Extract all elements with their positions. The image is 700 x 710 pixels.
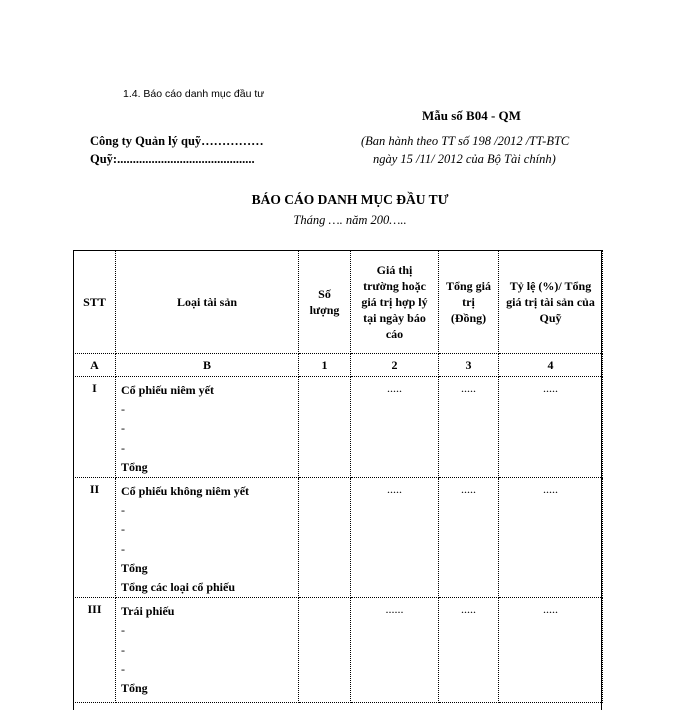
row-stt: II xyxy=(74,478,116,598)
header-quantity: Số lượng xyxy=(299,251,351,354)
code-cell: 1 xyxy=(299,354,351,377)
company-label: Công ty Quản lý quỹ…………… xyxy=(90,134,264,148)
table-header-row xyxy=(74,251,603,354)
group-total-label: Tổng xyxy=(121,680,148,695)
row-market-value: ...... xyxy=(351,598,439,703)
code-cell: B xyxy=(116,354,299,377)
row-stt: III xyxy=(74,598,116,703)
row-asset xyxy=(116,377,299,478)
portfolio-table xyxy=(73,250,603,703)
row-ratio: ..... xyxy=(499,598,603,703)
table-row-group-3 xyxy=(74,598,603,703)
header-stt: STT xyxy=(74,251,116,354)
row-quantity xyxy=(299,478,351,598)
row-ratio: ..... xyxy=(499,478,603,598)
item-line: - xyxy=(121,421,125,436)
item-line: - xyxy=(121,642,125,657)
row-total-value: ..... xyxy=(439,478,499,598)
issued-line-2: ngày 15 /11/ 2012 của Bộ Tài chính) xyxy=(373,152,556,166)
report-period: Tháng …. năm 200….. xyxy=(293,213,407,227)
code-cell: A xyxy=(74,354,116,377)
group-title: Cổ phiếu không niêm yết xyxy=(121,484,250,498)
fund-label: Quỹ:............................................ xyxy=(90,152,255,166)
report-title: BÁO CÁO DANH MỤC ĐẦU TƯ xyxy=(251,192,449,207)
header-total-value: Tổng giá trị (Đồng) xyxy=(439,251,499,354)
group-title: Cổ phiếu niêm yết xyxy=(121,383,214,397)
group-title: Trái phiếu xyxy=(121,604,175,619)
item-line: - xyxy=(121,503,125,518)
code-cell: 3 xyxy=(439,354,499,377)
row-total-value: ..... xyxy=(439,598,499,703)
group-total-label: Tổng xyxy=(121,459,148,474)
row-ratio: ..... xyxy=(499,377,603,478)
row-total-value: ..... xyxy=(439,377,499,478)
item-line: - xyxy=(121,661,125,676)
column-code-row xyxy=(74,354,603,377)
item-line: - xyxy=(121,541,125,556)
row-quantity xyxy=(299,598,351,703)
code-cell: 4 xyxy=(499,354,603,377)
item-line: - xyxy=(121,440,125,455)
item-line: - xyxy=(121,402,125,417)
row-market-value: ..... xyxy=(351,377,439,478)
header-ratio: Tỷ lệ (%)/ Tổng giá trị tài sản của Quỹ xyxy=(499,251,603,354)
item-line: - xyxy=(121,522,125,537)
row-quantity xyxy=(299,377,351,478)
issued-line-1: (Ban hành theo TT số 198 /2012 /TT-BTC xyxy=(361,134,570,148)
row-stt: I xyxy=(74,377,116,478)
row-asset xyxy=(116,598,299,703)
section-heading: 1.4. Báo cáo danh mục đầu tư xyxy=(123,88,265,100)
header-market-value: Giá thị trường hoặc giá trị hợp lý tại ngày báo cáo xyxy=(351,251,439,354)
row-asset xyxy=(116,478,299,598)
table-row-group-2 xyxy=(74,478,603,598)
code-cell: 2 xyxy=(351,354,439,377)
item-line: - xyxy=(121,623,125,638)
group-total-label: Tổng xyxy=(121,560,148,575)
header-asset-type: Loại tài sản xyxy=(116,251,299,354)
form-number: Mẫu số B04 - QM xyxy=(422,108,521,123)
row-market-value: ..... xyxy=(351,478,439,598)
table-row-group-1 xyxy=(74,377,603,478)
group-extra-total-label: Tổng các loại cổ phiếu xyxy=(121,579,236,594)
